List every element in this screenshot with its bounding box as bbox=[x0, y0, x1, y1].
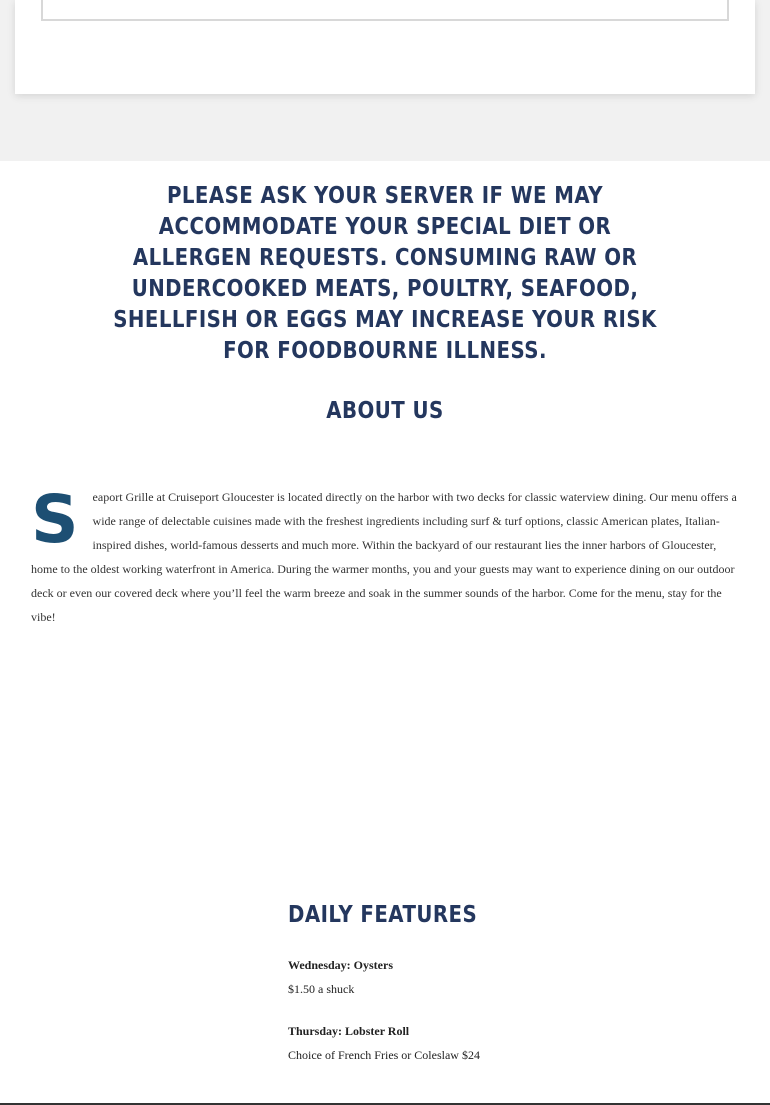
feature-item bbox=[288, 1019, 480, 1067]
feature-detail: $1.50 a shuck bbox=[288, 982, 355, 996]
feature-item bbox=[288, 953, 393, 1001]
feature-detail: Choice of French Fries or Coleslaw $24 bbox=[288, 1048, 480, 1062]
allergen-notice: PLEASE ASK YOUR SERVER IF WE MAY ACCOMMODATE YOUR SPECIAL DIET OR ALLERGEN REQUESTS. CONSUMING RAW OR UNDERCOOKED MEATS, POULTRY, SEAFOOD, SHELLFISH OR EGGS MAY INCREASE YOUR RISK FOR FOODBOURNE ILLNESS. bbox=[113, 183, 657, 364]
card-inner-box bbox=[41, 0, 729, 21]
about-dropcap: S bbox=[31, 481, 79, 558]
about-body: eaport Grille at Cruiseport Gloucester is located directly on the harbor with two decks for classic waterview dining. Our menu offers a wide range of delectable cuisines made with the freshest ingredients including surf & turf options, classic American plates, Italian-inspired dishes, world-famous desserts and much more. Within the backyard of our restaurant lies the inner harbors of Gloucester, home to the oldest working waterfront in America. During the warmer months, you and your guests may want to experience dining on our outdoor deck or even our covered deck where you’ll feel the warm breeze and soak in the summer sounds of the harbor. Come for the menu, stay for the vibe! bbox=[31, 490, 737, 624]
about-us-heading: ABOUT US bbox=[326, 398, 444, 424]
feature-name: Wednesday: Oysters bbox=[288, 958, 393, 972]
content-card bbox=[15, 0, 755, 94]
about-us-text bbox=[31, 481, 737, 629]
daily-features-heading: DAILY FEATURES bbox=[288, 902, 478, 928]
feature-name: Thursday: Lobster Roll bbox=[288, 1024, 410, 1038]
